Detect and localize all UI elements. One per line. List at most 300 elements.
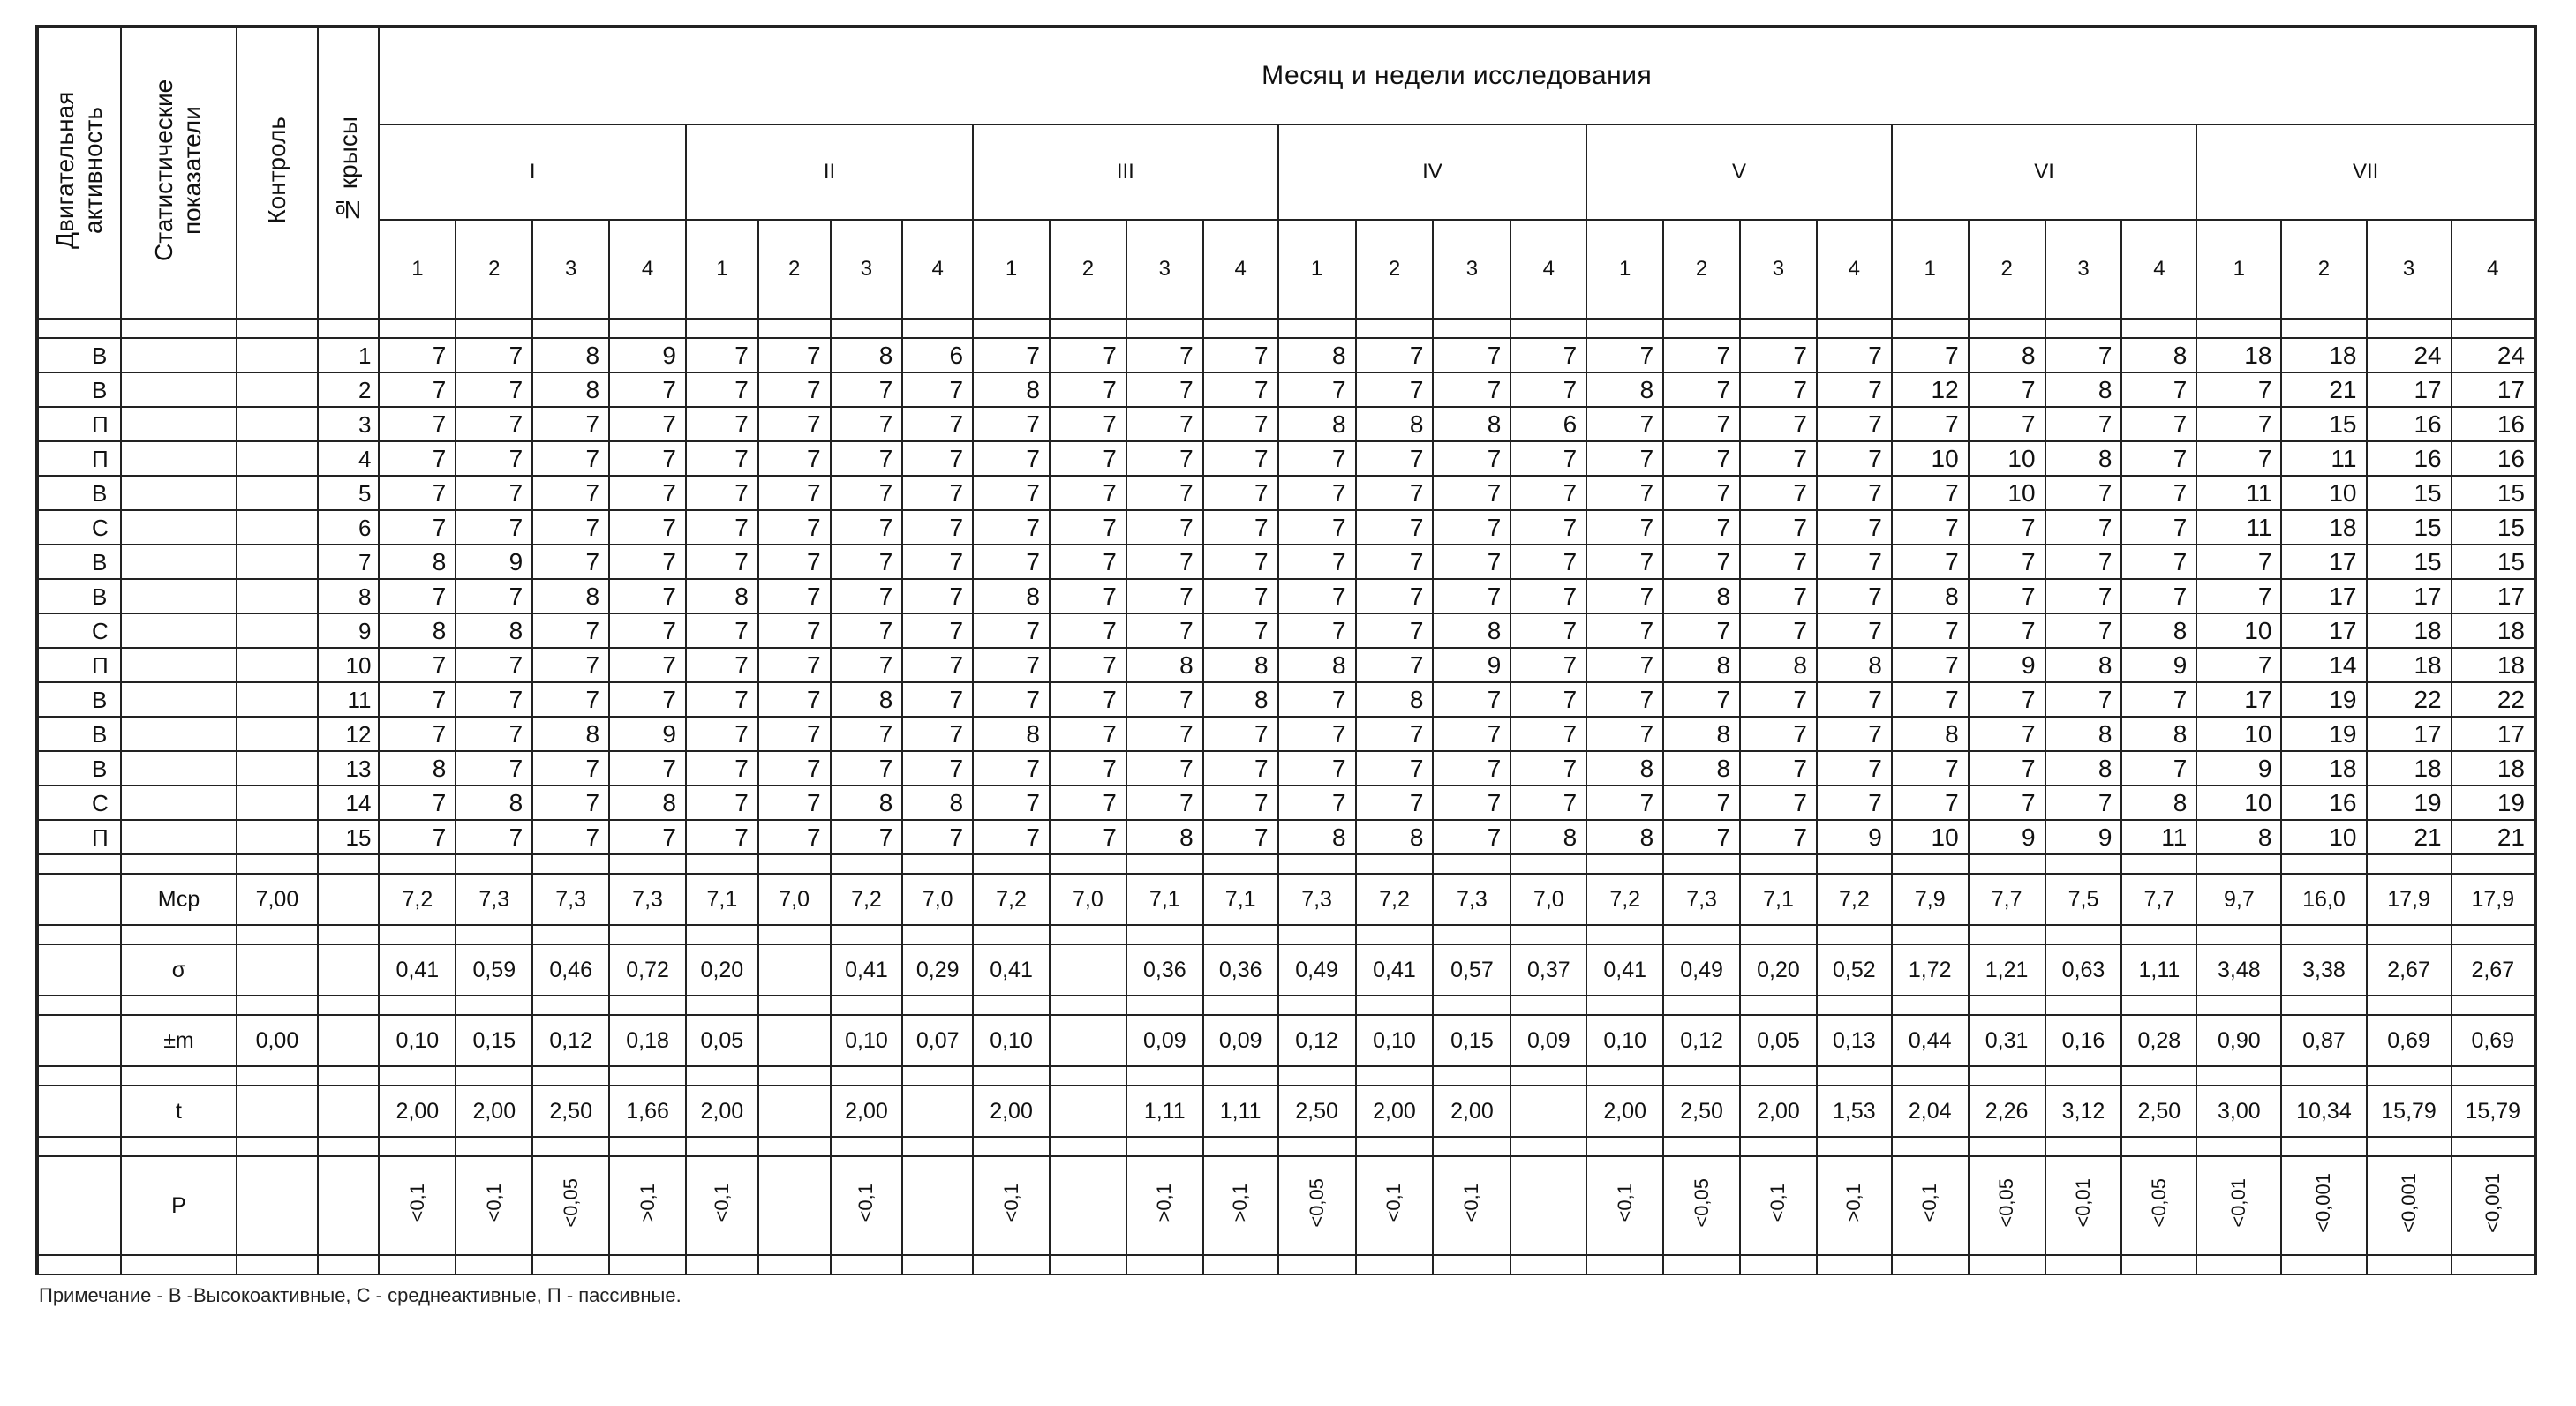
value-cell: 8 bbox=[379, 545, 456, 579]
value-cell: 15 bbox=[2367, 476, 2452, 510]
stat-name-cell: ±m bbox=[121, 1015, 237, 1066]
stat-value-cell: 17,9 bbox=[2452, 874, 2535, 925]
spacer-cell bbox=[1586, 925, 1663, 944]
rat-activity-table bbox=[37, 26, 2535, 1274]
value-cell: 7 bbox=[1740, 717, 1817, 751]
value-cell: 7 bbox=[2045, 510, 2122, 545]
value-cell: 7 bbox=[686, 682, 758, 717]
value-cell: 10 bbox=[1892, 820, 1969, 854]
value-cell: 7 bbox=[1817, 579, 1892, 613]
month-header: VI bbox=[1892, 124, 2197, 220]
value-cell: 8 bbox=[1126, 820, 1203, 854]
stat-name-cell: P bbox=[121, 1156, 237, 1255]
spacer-cell bbox=[758, 1066, 831, 1086]
activity-cell: В bbox=[38, 476, 121, 510]
spacer-cell bbox=[2281, 319, 2366, 338]
value-cell: 6 bbox=[902, 338, 973, 372]
value-cell: 10 bbox=[1892, 441, 1969, 476]
spacer-cell bbox=[318, 1255, 380, 1274]
value-cell: 7 bbox=[1510, 338, 1586, 372]
spacer-cell bbox=[1586, 996, 1663, 1015]
header-control-label: Контроль bbox=[262, 116, 290, 224]
spacer-cell bbox=[2121, 319, 2196, 338]
spacer-cell bbox=[1356, 996, 1434, 1015]
value-cell: 15 bbox=[2367, 545, 2452, 579]
value-cell: 7 bbox=[2121, 372, 2196, 407]
activity-cell bbox=[38, 1015, 121, 1066]
stat-value-cell: 0,09 bbox=[1203, 1015, 1278, 1066]
stat-value-cell: 1,21 bbox=[1969, 944, 2045, 996]
stat-value-cell bbox=[2196, 1156, 2281, 1255]
value-cell: 7 bbox=[1817, 338, 1892, 372]
spacer-cell bbox=[379, 1255, 456, 1274]
spacer-cell bbox=[686, 1066, 758, 1086]
stat-value-cell: 0,49 bbox=[1663, 944, 1740, 996]
value-cell: 7 bbox=[1969, 786, 2045, 820]
value-cell: 18 bbox=[2452, 751, 2535, 786]
value-cell: 7 bbox=[2045, 545, 2122, 579]
value-cell: 7 bbox=[1740, 545, 1817, 579]
stat-value-cell: 7,1 bbox=[686, 874, 758, 925]
value-cell: 7 bbox=[1817, 717, 1892, 751]
spacer-cell bbox=[1278, 1066, 1356, 1086]
value-cell: 8 bbox=[831, 682, 903, 717]
week-header: 3 bbox=[532, 220, 609, 319]
value-cell: 7 bbox=[758, 476, 831, 510]
spacer-cell bbox=[237, 1137, 318, 1156]
spacer-cell bbox=[1663, 996, 1740, 1015]
stat-value-cell bbox=[973, 1156, 1050, 1255]
stat-control-cell bbox=[237, 1086, 318, 1137]
value-cell: 7 bbox=[609, 682, 686, 717]
value-cell: 7 bbox=[1050, 786, 1126, 820]
value-cell: 7 bbox=[973, 786, 1050, 820]
spacer-cell bbox=[758, 319, 831, 338]
rat-number-cell: 10 bbox=[318, 648, 380, 682]
value-cell: 7 bbox=[1203, 338, 1278, 372]
stats-cell bbox=[121, 751, 237, 786]
value-cell: 7 bbox=[1969, 682, 2045, 717]
value-cell: 7 bbox=[1740, 786, 1817, 820]
value-cell: 8 bbox=[1892, 717, 1969, 751]
value-cell: 7 bbox=[686, 648, 758, 682]
stats-cell bbox=[121, 820, 237, 854]
value-cell: 8 bbox=[609, 786, 686, 820]
spacer-cell bbox=[1126, 996, 1203, 1015]
spacer-cell bbox=[902, 1066, 973, 1086]
value-cell: 7 bbox=[1278, 751, 1356, 786]
spacer-row bbox=[38, 319, 2535, 338]
value-cell: 7 bbox=[532, 648, 609, 682]
value-cell: 19 bbox=[2281, 682, 2366, 717]
stat-value-cell: 9,7 bbox=[2196, 874, 2281, 925]
spacer-row bbox=[38, 1137, 2535, 1156]
stat-value-cell: 7,2 bbox=[379, 874, 456, 925]
value-cell: 7 bbox=[1510, 682, 1586, 717]
value-cell: 7 bbox=[1050, 476, 1126, 510]
stat-value-cell: 7,3 bbox=[1278, 874, 1356, 925]
value-cell: 16 bbox=[2452, 441, 2535, 476]
spacer-cell bbox=[532, 1255, 609, 1274]
stat-value-cell: 0,69 bbox=[2452, 1015, 2535, 1066]
stat-value-cell bbox=[609, 1156, 686, 1255]
stat-value-cell: 3,00 bbox=[2196, 1086, 2281, 1137]
value-cell: 7 bbox=[1969, 579, 2045, 613]
value-cell: 9 bbox=[1433, 648, 1510, 682]
value-cell: 7 bbox=[1663, 510, 1740, 545]
stat-value-cell bbox=[686, 1156, 758, 1255]
spacer-cell bbox=[1817, 319, 1892, 338]
spacer-cell bbox=[38, 319, 121, 338]
value-cell: 7 bbox=[1203, 407, 1278, 441]
spacer-cell bbox=[237, 1255, 318, 1274]
value-cell: 7 bbox=[609, 407, 686, 441]
p-value: >0,1 bbox=[1842, 1183, 1865, 1222]
value-cell: 14 bbox=[2281, 648, 2366, 682]
value-cell: 7 bbox=[1050, 545, 1126, 579]
value-cell: 7 bbox=[1740, 372, 1817, 407]
spacer-cell bbox=[1817, 1137, 1892, 1156]
value-cell: 7 bbox=[532, 407, 609, 441]
spacer-cell bbox=[1050, 996, 1126, 1015]
spacer-cell bbox=[1050, 1066, 1126, 1086]
rat-number-cell bbox=[318, 944, 380, 996]
value-cell: 7 bbox=[2121, 579, 2196, 613]
value-cell: 8 bbox=[1356, 407, 1434, 441]
spacer-cell bbox=[379, 1066, 456, 1086]
spacer-cell bbox=[237, 996, 318, 1015]
spacer-cell bbox=[1817, 1066, 1892, 1086]
spacer-cell bbox=[1050, 319, 1126, 338]
value-cell: 7 bbox=[686, 820, 758, 854]
spacer-cell bbox=[2281, 1066, 2366, 1086]
stat-value-cell: 0,87 bbox=[2281, 1015, 2366, 1066]
value-cell: 17 bbox=[2281, 613, 2366, 648]
value-cell: 7 bbox=[973, 751, 1050, 786]
value-cell: 7 bbox=[1969, 510, 2045, 545]
spacer-cell bbox=[121, 1066, 237, 1086]
spacer-cell bbox=[1278, 319, 1356, 338]
activity-cell: С bbox=[38, 786, 121, 820]
value-cell: 17 bbox=[2281, 579, 2366, 613]
value-cell: 7 bbox=[1586, 648, 1663, 682]
p-value: <0,05 bbox=[559, 1177, 582, 1228]
stat-value-cell: 7,2 bbox=[1817, 874, 1892, 925]
value-cell: 7 bbox=[532, 476, 609, 510]
stat-row bbox=[38, 944, 2535, 996]
spacer-cell bbox=[609, 925, 686, 944]
stat-value-cell bbox=[1663, 1156, 1740, 1255]
value-cell: 8 bbox=[1278, 648, 1356, 682]
value-cell: 22 bbox=[2452, 682, 2535, 717]
value-cell: 7 bbox=[1663, 786, 1740, 820]
week-header: 1 bbox=[686, 220, 758, 319]
stat-value-cell bbox=[1892, 1156, 1969, 1255]
value-cell: 7 bbox=[379, 786, 456, 820]
spacer-cell bbox=[758, 1255, 831, 1274]
value-cell: 7 bbox=[1126, 717, 1203, 751]
spacer-cell bbox=[1126, 1137, 1203, 1156]
stat-value-cell bbox=[2045, 1156, 2122, 1255]
value-cell: 7 bbox=[902, 820, 973, 854]
spacer-cell bbox=[38, 996, 121, 1015]
value-cell: 7 bbox=[902, 613, 973, 648]
value-cell: 8 bbox=[1126, 648, 1203, 682]
spacer-cell bbox=[1126, 319, 1203, 338]
stat-value-cell: 2,00 bbox=[831, 1086, 903, 1137]
value-cell: 7 bbox=[1663, 441, 1740, 476]
spacer-cell bbox=[1278, 854, 1356, 874]
value-cell: 7 bbox=[1433, 682, 1510, 717]
spacer-cell bbox=[379, 1137, 456, 1156]
value-cell: 19 bbox=[2367, 786, 2452, 820]
stat-value-cell: 15,79 bbox=[2452, 1086, 2535, 1137]
value-cell: 7 bbox=[1356, 545, 1434, 579]
value-cell: 7 bbox=[1356, 717, 1434, 751]
spacer-cell bbox=[2121, 1066, 2196, 1086]
stat-value-cell: 2,50 bbox=[1663, 1086, 1740, 1137]
p-value: <0,05 bbox=[1690, 1177, 1713, 1228]
value-cell: 7 bbox=[1510, 441, 1586, 476]
value-cell: 7 bbox=[1126, 545, 1203, 579]
week-header: 4 bbox=[1203, 220, 1278, 319]
value-cell: 7 bbox=[831, 613, 903, 648]
stat-value-cell bbox=[1050, 1086, 1126, 1137]
value-cell: 7 bbox=[1510, 613, 1586, 648]
control-cell bbox=[237, 476, 318, 510]
value-cell: 9 bbox=[1969, 648, 2045, 682]
value-cell: 11 bbox=[2196, 476, 2281, 510]
value-cell: 7 bbox=[2196, 545, 2281, 579]
spacer-cell bbox=[1126, 925, 1203, 944]
value-cell: 7 bbox=[1969, 545, 2045, 579]
value-cell: 17 bbox=[2452, 717, 2535, 751]
stat-value-cell: 7,1 bbox=[1203, 874, 1278, 925]
stat-value-cell bbox=[1356, 1156, 1434, 1255]
week-header: 2 bbox=[1663, 220, 1740, 319]
week-header: 3 bbox=[2045, 220, 2122, 319]
value-cell: 7 bbox=[1278, 372, 1356, 407]
spacer-cell bbox=[758, 925, 831, 944]
value-cell: 17 bbox=[2452, 579, 2535, 613]
stat-value-cell bbox=[1969, 1156, 2045, 1255]
stat-value-cell bbox=[2452, 1156, 2535, 1255]
stat-value-cell: 2,50 bbox=[1278, 1086, 1356, 1137]
value-cell: 7 bbox=[532, 682, 609, 717]
spacer-cell bbox=[379, 319, 456, 338]
value-cell: 7 bbox=[2045, 682, 2122, 717]
spacer-cell bbox=[2045, 1255, 2122, 1274]
stat-value-cell: 7,2 bbox=[831, 874, 903, 925]
stat-value-cell bbox=[1126, 1156, 1203, 1255]
stat-value-cell: 15,79 bbox=[2367, 1086, 2452, 1137]
value-cell: 7 bbox=[758, 717, 831, 751]
value-cell: 7 bbox=[1050, 613, 1126, 648]
stat-value-cell bbox=[1050, 1156, 1126, 1255]
p-value: <0,1 bbox=[1382, 1183, 1405, 1222]
spacer-cell bbox=[902, 1137, 973, 1156]
stat-control-cell: 7,00 bbox=[237, 874, 318, 925]
value-cell: 7 bbox=[379, 682, 456, 717]
rat-number-cell bbox=[318, 1156, 380, 1255]
value-cell: 11 bbox=[2196, 510, 2281, 545]
value-cell: 8 bbox=[1969, 338, 2045, 372]
value-cell: 7 bbox=[379, 510, 456, 545]
spacer-row bbox=[38, 996, 2535, 1015]
value-cell: 7 bbox=[1278, 717, 1356, 751]
stat-value-cell bbox=[758, 944, 831, 996]
month-header: V bbox=[1586, 124, 1892, 220]
value-cell: 8 bbox=[1663, 648, 1740, 682]
value-cell: 7 bbox=[1356, 751, 1434, 786]
value-cell: 7 bbox=[1740, 441, 1817, 476]
stat-value-cell: 0,41 bbox=[1356, 944, 1434, 996]
value-cell: 7 bbox=[758, 579, 831, 613]
activity-cell: В bbox=[38, 372, 121, 407]
spacer-row bbox=[38, 1066, 2535, 1086]
value-cell: 7 bbox=[379, 579, 456, 613]
week-header: 3 bbox=[1740, 220, 1817, 319]
stat-value-cell bbox=[758, 1086, 831, 1137]
value-cell: 8 bbox=[1586, 820, 1663, 854]
stat-value-cell: 0,52 bbox=[1817, 944, 1892, 996]
stat-value-cell: 7,7 bbox=[2121, 874, 2196, 925]
value-cell: 7 bbox=[686, 717, 758, 751]
value-cell: 7 bbox=[1203, 476, 1278, 510]
value-cell: 7 bbox=[2121, 510, 2196, 545]
spacer-cell bbox=[973, 1137, 1050, 1156]
value-cell: 7 bbox=[1740, 682, 1817, 717]
spacer-cell bbox=[2045, 925, 2122, 944]
spacer-cell bbox=[831, 854, 903, 874]
value-cell: 7 bbox=[1586, 476, 1663, 510]
header-stats bbox=[121, 27, 237, 319]
footnote: Примечание - В -Высокоактивные, С - среднеактивные, П - пассивные. bbox=[39, 1284, 682, 1306]
week-header: 2 bbox=[1969, 220, 2045, 319]
value-cell: 8 bbox=[1663, 717, 1740, 751]
spacer-cell bbox=[973, 925, 1050, 944]
value-cell: 7 bbox=[1203, 751, 1278, 786]
value-cell: 7 bbox=[1050, 510, 1126, 545]
spacer-cell bbox=[1969, 319, 2045, 338]
stat-value-cell: 0,09 bbox=[1126, 1015, 1203, 1066]
stat-value-cell: 0,05 bbox=[1740, 1015, 1817, 1066]
control-cell bbox=[237, 786, 318, 820]
value-cell: 8 bbox=[1278, 407, 1356, 441]
value-cell: 7 bbox=[1050, 579, 1126, 613]
value-cell: 7 bbox=[2196, 407, 2281, 441]
spacer-cell bbox=[2045, 996, 2122, 1015]
value-cell: 7 bbox=[1510, 648, 1586, 682]
control-cell bbox=[237, 372, 318, 407]
value-cell: 18 bbox=[2281, 751, 2366, 786]
value-cell: 8 bbox=[831, 786, 903, 820]
value-cell: 7 bbox=[1892, 648, 1969, 682]
spacer-cell bbox=[1433, 925, 1510, 944]
value-cell: 19 bbox=[2281, 717, 2366, 751]
stat-row bbox=[38, 874, 2535, 925]
value-cell: 7 bbox=[758, 751, 831, 786]
activity-cell: П bbox=[38, 820, 121, 854]
control-cell bbox=[237, 648, 318, 682]
value-cell: 7 bbox=[1969, 372, 2045, 407]
spacer-cell bbox=[758, 996, 831, 1015]
stat-value-cell bbox=[1050, 1015, 1126, 1066]
value-cell: 7 bbox=[831, 510, 903, 545]
activity-cell bbox=[38, 1156, 121, 1255]
spacer-cell bbox=[38, 1066, 121, 1086]
value-cell: 7 bbox=[831, 476, 903, 510]
value-cell: 7 bbox=[1740, 579, 1817, 613]
spacer-cell bbox=[1433, 854, 1510, 874]
spacer-cell bbox=[121, 925, 237, 944]
value-cell: 9 bbox=[609, 338, 686, 372]
value-cell: 8 bbox=[1510, 820, 1586, 854]
p-value: >0,1 bbox=[1229, 1183, 1252, 1222]
spacer-cell bbox=[2121, 925, 2196, 944]
table-row bbox=[38, 441, 2535, 476]
spacer-cell bbox=[2367, 1255, 2452, 1274]
value-cell: 7 bbox=[1586, 441, 1663, 476]
spacer-cell bbox=[1356, 854, 1434, 874]
value-cell: 7 bbox=[831, 717, 903, 751]
value-cell: 7 bbox=[2045, 786, 2122, 820]
value-cell: 7 bbox=[1356, 441, 1434, 476]
stat-value-cell: 2,67 bbox=[2367, 944, 2452, 996]
spacer-cell bbox=[1892, 996, 1969, 1015]
value-cell: 9 bbox=[2121, 648, 2196, 682]
value-cell: 12 bbox=[1892, 372, 1969, 407]
value-cell: 7 bbox=[609, 545, 686, 579]
spacer-cell bbox=[2281, 1137, 2366, 1156]
stats-cell bbox=[121, 613, 237, 648]
value-cell: 7 bbox=[1586, 510, 1663, 545]
spacer-cell bbox=[2281, 925, 2366, 944]
value-cell: 7 bbox=[379, 338, 456, 372]
spacer-cell bbox=[2196, 1255, 2281, 1274]
stat-value-cell: 0,10 bbox=[831, 1015, 903, 1066]
value-cell: 7 bbox=[532, 613, 609, 648]
activity-cell: В bbox=[38, 579, 121, 613]
value-cell: 7 bbox=[758, 510, 831, 545]
value-cell: 7 bbox=[831, 820, 903, 854]
rat-number-cell bbox=[318, 1015, 380, 1066]
spacer-cell bbox=[1278, 1137, 1356, 1156]
value-cell: 15 bbox=[2452, 545, 2535, 579]
spacer-cell bbox=[121, 996, 237, 1015]
value-cell: 16 bbox=[2367, 441, 2452, 476]
value-cell: 7 bbox=[1356, 648, 1434, 682]
value-cell: 7 bbox=[1433, 717, 1510, 751]
spacer-cell bbox=[1969, 1137, 2045, 1156]
value-cell: 7 bbox=[1126, 786, 1203, 820]
spacer-row bbox=[38, 1255, 2535, 1274]
stat-value-cell: 7,0 bbox=[1050, 874, 1126, 925]
value-cell: 7 bbox=[1892, 545, 1969, 579]
activity-cell bbox=[38, 1086, 121, 1137]
stat-name-cell: Мср bbox=[121, 874, 237, 925]
table-row bbox=[38, 820, 2535, 854]
value-cell: 7 bbox=[456, 682, 532, 717]
value-cell: 7 bbox=[1663, 407, 1740, 441]
value-cell: 7 bbox=[1433, 476, 1510, 510]
value-cell: 7 bbox=[1817, 476, 1892, 510]
value-cell: 7 bbox=[609, 579, 686, 613]
value-cell: 7 bbox=[1356, 579, 1434, 613]
stats-cell bbox=[121, 545, 237, 579]
spacer-cell bbox=[973, 854, 1050, 874]
value-cell: 7 bbox=[686, 372, 758, 407]
